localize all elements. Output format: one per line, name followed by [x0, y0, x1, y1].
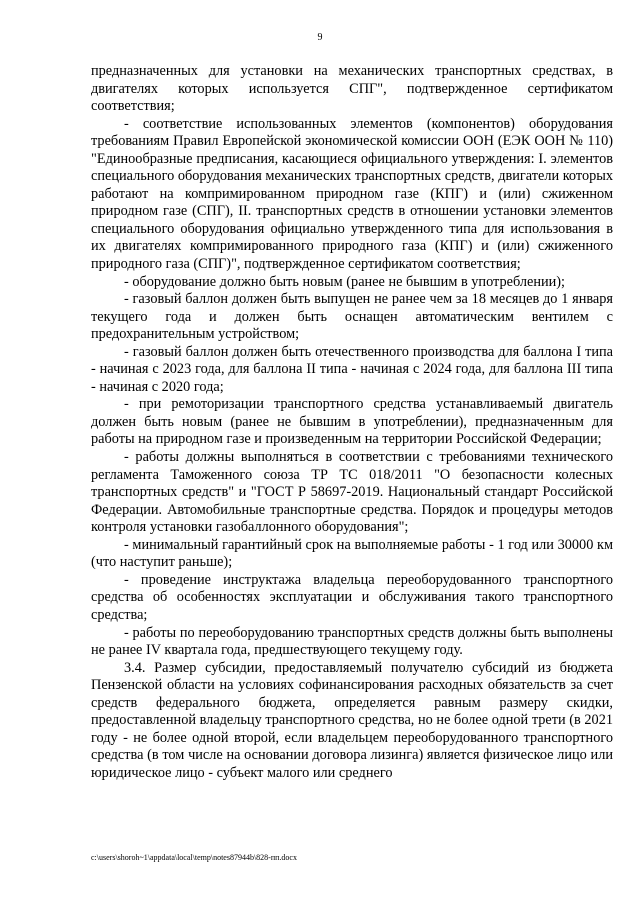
paragraph: - газовый баллон должен быть выпущен не ранее чем за 18 месяцев до 1 января текущего года и должен быть оснащен автоматическим вентилем с предохранительным устройством;: [91, 291, 613, 343]
page-number: 9: [317, 32, 323, 43]
file-path-footer: c:\users\shoroh~1\appdata\local\temp\notes87944b\828-пп.docx: [91, 853, 297, 862]
paragraph: 3.4. Размер субсидии, предоставляемый получателю субсидий из бюджета Пензенской области на условиях софинансирования расходных обязательств за счет средств федерального бюджета, определяется равным размеру скидки, предоставленной владельцу транспортного средства, но не более одной трети (в 2021 году - не более одной второй, если владельцем переоборудованного транспортного средства (в том числе на основании договора лизинга) является физическое лицо или юридическое лицо - субъект малого или среднего: [91, 659, 613, 781]
paragraph: - минимальный гарантийный срок на выполняемые работы - 1 год или 30000 км (что наступит раньше);: [91, 536, 613, 571]
paragraph: - проведение инструктажа владельца переоборудованного транспортного средства об особенностях эксплуатации и обслуживания такого транспортного средства;: [91, 571, 613, 623]
paragraph: - работы должны выполняться в соответствии с требованиями технического регламента Таможенного союза ТР ТС 018/2011 "О безопасности колесных транспортных средств" и "ГОСТ Р 58697-2019. Национальный стандарт Российской Федерации. Автомобильные транспортные средства. Порядок и процедуры методов контроля установки газобаллонного оборудования";: [91, 449, 613, 536]
paragraph: предназначенных для установки на механических транспортных средствах, в двигателях которых используется СПГ", подтвержденное сертификатом соответствия;: [91, 63, 613, 115]
paragraph: - работы по переоборудованию транспортных средств должны быть выполнены не ранее IV квартала года, предшествующего текущему году.: [91, 624, 613, 659]
paragraph: - соответствие использованных элементов (компонентов) оборудования требованиям Правил Европейской экономической комиссии ООН (ЕЭК ООН № 110) "Единообразные предписания, касающиеся официального утверждения: I. элементов специального оборудования механических транспортных средств, двигатели которых работают на компримированном природном газе (КПГ) и (или) сжиженном природном газе (СПГ), II. транспортных средств в отношении установки элементов специального оборудования официально утвержденного типа для использования в их двигателях компримированного природного газа (КПГ) и (или) сжиженного природного газа (СПГ)", подтвержденное сертификатом соответствия;: [91, 115, 613, 273]
paragraph: - газовый баллон должен быть отечественного производства для баллона I типа - начиная с 2023 года, для баллона II типа - начиная с 2024 года, для баллона III типа - начиная с 2020 года;: [91, 343, 613, 395]
paragraph: - при ремоторизации транспортного средства устанавливаемый двигатель должен быть новым (ранее не бывшим в употреблении), предназначенным для работы на природном газе и произведенным на территории Российской Федерации;: [91, 396, 613, 448]
document-body: [91, 63, 613, 782]
paragraph: - оборудование должно быть новым (ранее не бывшим в употреблении);: [124, 273, 566, 290]
